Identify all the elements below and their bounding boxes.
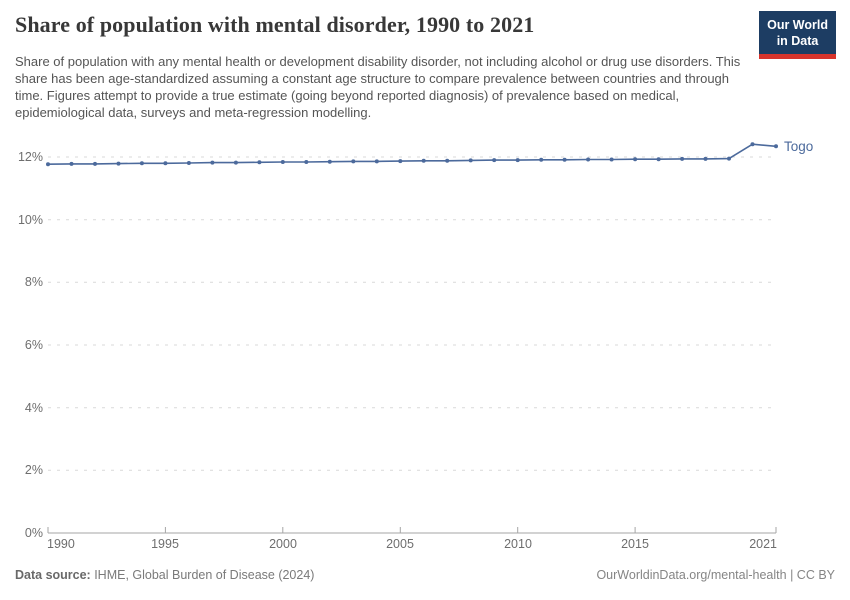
x-tick-label-2015: 2015	[621, 537, 649, 551]
data-point[interactable]	[727, 157, 731, 161]
data-point[interactable]	[234, 161, 238, 165]
owid-logo-line1: Our World	[767, 18, 828, 32]
data-point[interactable]	[445, 159, 449, 163]
data-point[interactable]	[539, 158, 543, 162]
chart-title: Share of population with mental disorder, 1990 to 2021	[15, 12, 535, 37]
data-point[interactable]	[680, 157, 684, 161]
data-source-text: IHME, Global Burden of Disease (2024)	[90, 568, 315, 582]
data-point[interactable]	[70, 162, 74, 166]
license-text: | CC BY	[786, 568, 835, 582]
data-point[interactable]	[657, 157, 661, 161]
x-tick-label-2021: 2021	[749, 537, 777, 551]
data-point[interactable]	[187, 161, 191, 165]
data-point[interactable]	[563, 158, 567, 162]
attribution-note	[596, 568, 835, 582]
data-point[interactable]	[304, 160, 308, 164]
data-point[interactable]	[281, 160, 285, 164]
data-point[interactable]	[469, 158, 473, 162]
data-point[interactable]	[117, 162, 121, 166]
y-tick-label-2: 2%	[24, 463, 43, 477]
x-tick-label-2005: 2005	[386, 537, 414, 551]
data-point[interactable]	[610, 158, 614, 162]
x-tick-label-1990: 1990	[47, 537, 75, 551]
y-tick-label-10: 10%	[17, 213, 43, 227]
y-tick-label-8: 8%	[24, 275, 43, 289]
data-point[interactable]	[704, 157, 708, 161]
data-point[interactable]	[93, 162, 97, 166]
data-point[interactable]	[46, 162, 50, 166]
x-tick-label-2010: 2010	[504, 537, 532, 551]
data-point[interactable]	[751, 142, 755, 146]
data-point[interactable]	[257, 160, 261, 164]
y-tick-label-4: 4%	[24, 401, 43, 415]
data-point[interactable]	[351, 159, 355, 163]
data-point[interactable]	[492, 158, 496, 162]
data-point[interactable]	[163, 161, 167, 165]
data-source-note	[15, 568, 314, 582]
x-tick-label-2000: 2000	[269, 537, 297, 551]
data-point[interactable]	[774, 144, 778, 148]
chart-subtitle: Share of population with any mental health or development disability disorder, not including alcohol or drug use disorders. This share has been age-standardized assuming a constant age structure to compare prevalence between countries and through time. Figures attempt to provide a true estimate (going beyond reported diagnosis) of prevalence based on medical, epidemiological data, surveys and meta-regression modelling.	[15, 54, 741, 121]
data-point[interactable]	[328, 160, 332, 164]
data-point[interactable]	[398, 159, 402, 163]
data-point[interactable]	[516, 158, 520, 162]
data-point[interactable]	[586, 158, 590, 162]
x-tick-label-1995: 1995	[151, 537, 179, 551]
data-point[interactable]	[422, 159, 426, 163]
data-point[interactable]	[210, 161, 214, 165]
data-point[interactable]	[633, 157, 637, 161]
y-tick-label-0: 0%	[24, 526, 43, 540]
series-label-togo[interactable]: Togo	[784, 139, 814, 154]
data-point[interactable]	[140, 161, 144, 165]
owid-logo-line2: in Data	[776, 34, 819, 49]
y-tick-label-6: 6%	[24, 338, 43, 352]
data-point[interactable]	[375, 159, 379, 163]
owid-url-link[interactable]: OurWorldinData.org/mental-health	[596, 568, 787, 582]
data-source-label: Data source:	[15, 568, 91, 582]
trend-line[interactable]	[48, 144, 776, 164]
y-tick-label-12: 12%	[17, 150, 43, 164]
